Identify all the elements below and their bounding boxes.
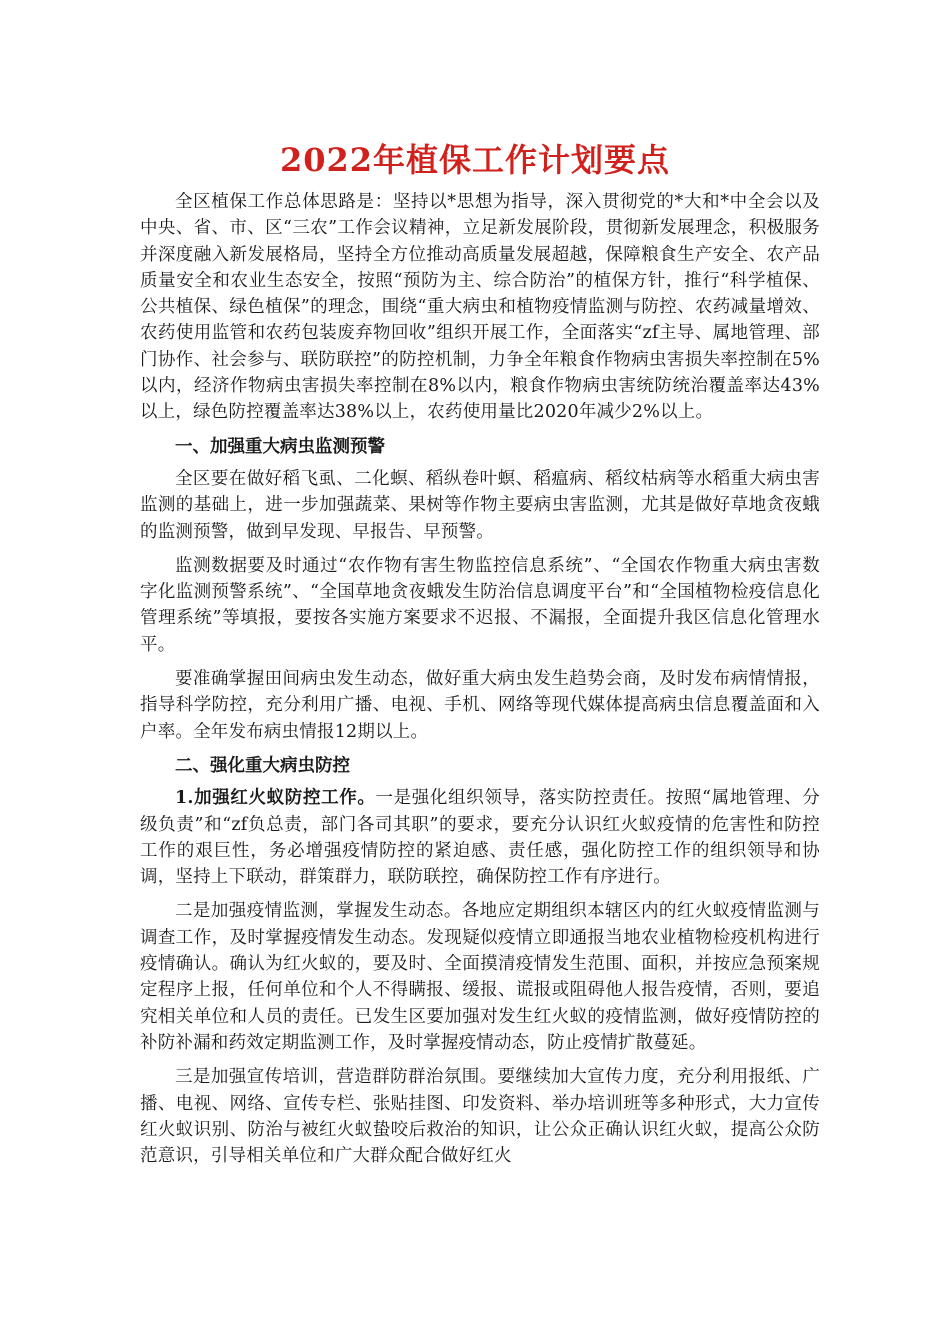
document-body (140, 189, 820, 1177)
section-2-paragraph-1-text: 一是强化组织领导，落实防控责任。按照“属地管理、分级负责”和“zf负总责，部门各司其职”的要求，要充分认识红火蚁疫情的危害性和防控工作的艰巨性，务必增强疫情防控的紧迫感、责任感，强化防控工作的组织领导和协调，坚持上下联动，群策群力，联防联控，确保防控工作有序进行。 (140, 788, 821, 888)
section-1-paragraph-2: 监测数据要及时通过“农作物有害生物监控信息系统”、“全国农作物重大病虫害数字化监测预警系统”、“全国草地贪夜蛾发生防治信息调度平台”和“全国植物检疫信息化管理系统”等填报，要按各实施方案要求不迟报、不漏报，全面提升我区信息化管理水平。 (140, 555, 820, 655)
section-1-heading: 一、加强重大病虫监测预警 (175, 436, 385, 457)
intro-paragraph: 全区植保工作总体思路是：坚持以*思想为指导，深入贯彻党的*大和*中全会以及中央、省、市、区“三农”工作会议精神，立足新发展阶段，贯彻新发展理念，积极服务并深度融入新发展格局，坚持全方位推动高质量发展超越，保障粮食生产安全、农产品质量安全和农业生态安全，按照“预防为主、综合防治”的植保方针，推行“科学植保、公共植保、绿色植保”的理念，围绕“重大病虫和植物疫情监测与防控、农药减量增效、农药使用监管和农药包装废弃物回收”组织开展工作，全面落实“zf主导、属地管理、部门协作、社会参与、联防联控”的防控机制，力争全年粮食作物病虫害损失率控制在5%以内，经济作物病虫害损失率控制在8%以内，粮食作物病虫害统防统治覆盖率达43%以上，绿色防控覆盖率达38%以上，农药使用量比2020年减少2%以上。 (140, 192, 820, 423)
document-title: 2022年植保工作计划要点 (279, 141, 671, 179)
section-2-heading: 二、强化重大病虫防控 (175, 755, 350, 776)
section-1-paragraph-3: 要准确掌握田间病虫发生动态，做好重大病虫发生趋势会商，及时发布病情情报，指导科学防控，充分利用广播、电视、手机、网络等现代媒体提高病虫信息覆盖面和入户率。全年发布病虫情报12期以上。 (140, 669, 820, 742)
section-2-paragraph-3: 三是加强宣传培训，营造群防群治氛围。要继续加大宣传力度，充分利用报纸、广播、电视、网络、宣传专栏、张贴挂图、印发资料、举办培训班等多种形式，大力宣传红火蚁识别、防治与被红火蚁蛰咬后救治的知识，让公众正确认识红火蚁，提高公众防范意识，引导相关单位和广大群众配合做好红火 (140, 1067, 820, 1167)
section-2-item-1-lead: 1.加强红火蚁防控工作。 (175, 788, 376, 809)
section-1-paragraph-1: 全区要在做好稻飞虱、二化螟、稻纵卷叶螟、稻瘟病、稻纹枯病等水稻重大病虫害监测的基础上，进一步加强蔬菜、果树等作物主要病虫害监测，尤其是做好草地贪夜蛾的监测预警，做到早发现、早报告、早预警。 (140, 468, 820, 542)
section-2-paragraph-1 (140, 785, 820, 890)
section-2-paragraph-2: 二是加强疫情监测，掌握发生动态。各地应定期组织本辖区内的红火蚁疫情监测与调查工作，及时掌握疫情发生动态。发现疑似疫情立即通报当地农业植物检疫机构进行疫情确认。确认为红火蚁的，要及时、全面摸清疫情发生范围、面积，并按应急预案规定程序上报，任何单位和个人不得瞒报、缓报、谎报或阻碍他人报告疫情，否则，要追究相关单位和人员的责任。已发生区要加强对发生红火蚁的疫情监测，做好疫情防控的补防补漏和药效定期监测工作，及时掌握疫情动态，防止疫情扩散蔓延。 (140, 901, 820, 1053)
